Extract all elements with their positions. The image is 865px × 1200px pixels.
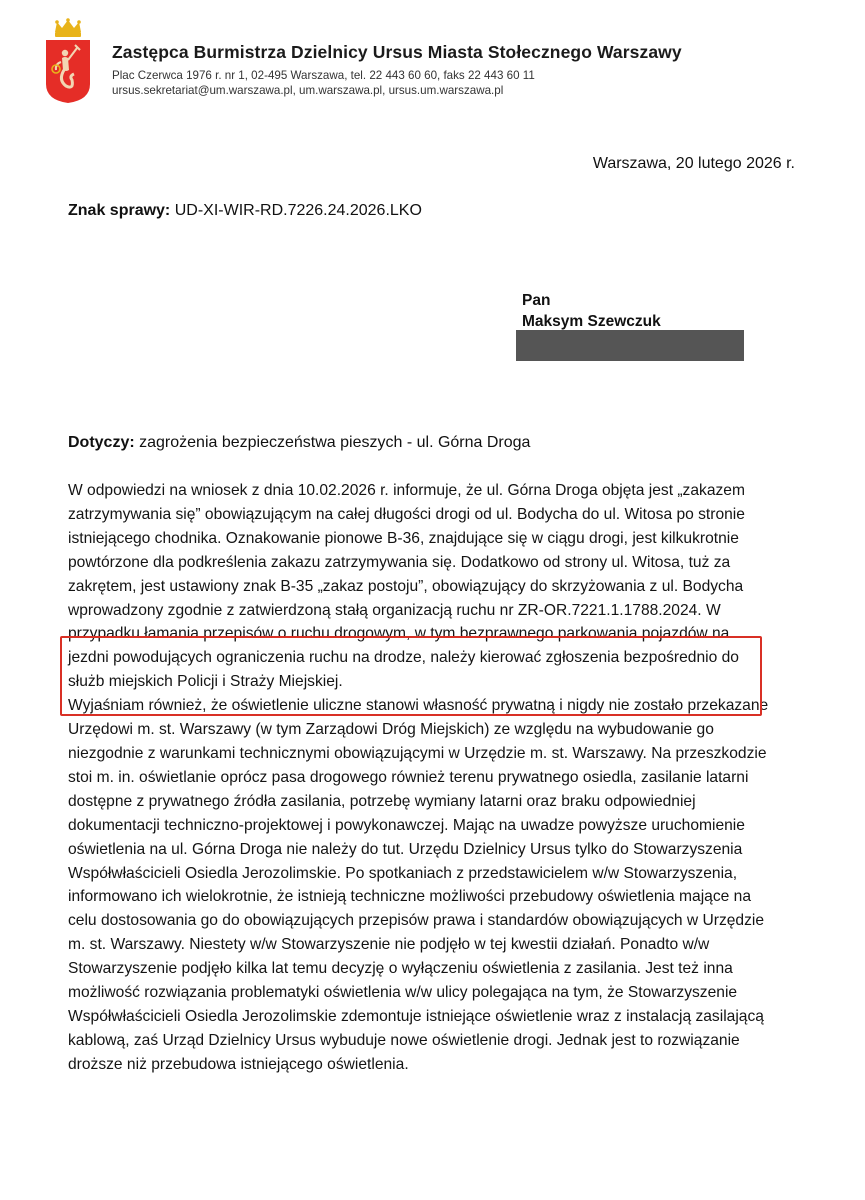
letter-body xyxy=(68,479,808,1077)
case-reference xyxy=(68,202,422,220)
warsaw-coat-of-arms-icon xyxy=(44,18,92,104)
body-line: Współwłaścicieli Osiedla Jerozolimskie zdemontuje istniejące oświetlenie wraz z instalacją zasilającą xyxy=(68,1007,764,1025)
recipient-name: Maksym Szewczuk xyxy=(522,313,661,330)
body-line: możliwość rozwiązania problematyki oświetlenia w/w ulicy polegająca na tym, że Stowarzyszenie xyxy=(68,984,738,1002)
highlight-box xyxy=(60,636,762,716)
body-line: Stowarzyszenie podjęło kilka lat temu decyzję o wyłączeniu oświetlenia z zasilania. Jest też inna xyxy=(68,960,733,978)
body-line: niezgodnie z warunkami technicznymi obowiązującymi w Urzędzie m. st. Warszawy. Na przeszkodzie xyxy=(68,744,767,762)
body-line: dokumentacji techniczno-projektowej i powykonawczej. Mając na uwadze powyższe uruchomienie xyxy=(68,816,745,834)
body-line: istniejącego chodnika. Oznakowanie pionowe B-36, znajdujące się w ciągu drogi, jest kilkukrotnie xyxy=(68,529,739,547)
body-line: kablową, zaś Urząd Dzielnicy Ursus wybuduje nowe oświetlenie drogi. Jednak jest to rozwiązanie xyxy=(68,1031,740,1049)
office-emails: ursus.sekretariat@um.warszawa.pl, um.warszawa.pl, ursus.um.warszawa.pl xyxy=(112,84,504,97)
body-line: Urzędowi m. st. Warszawy (w tym Zarządowi Dróg Miejskich) ze względu na wybudowanie go xyxy=(68,721,714,739)
body-line: wprowadzony zgodnie z zatwierdzoną stałą organizacją ruchu nr ZR-OR.7221.1.1788.2024. W xyxy=(68,601,721,619)
letterhead xyxy=(112,42,682,98)
recipient-block xyxy=(522,290,661,332)
case-reference-value: UD-XI-WIR-RD.7226.24.2026.LKO xyxy=(170,202,422,219)
subject-line xyxy=(68,434,530,452)
office-title: Zastępca Burmistrza Dzielnicy Ursus Miasta Stołecznego Warszawy xyxy=(112,42,682,62)
body-line: W odpowiedzi na wniosek z dnia 10.02.2026 r. informuje, że ul. Górna Droga objęta jest „zakazem xyxy=(68,482,745,499)
body-line: jezdni powodujących ograniczenia ruchu na drodze, należy kierować zgłoszenia bezpośrednio do xyxy=(68,649,739,667)
body-line: zakrętem, jest ustawiony znak B-35 „zakaz postoju”, obowiązujący do skrzyżowania z ul. Bodycha xyxy=(68,577,744,595)
body-line: zatrzymywania się” obowiązującym na całej długości drogi od ul. Bodycha do ul. Witosa po stronie xyxy=(68,505,745,523)
body-line: służb miejskich Policji i Straży Miejskiej. xyxy=(68,673,343,691)
body-line: przypadku łamania przepisów o ruchu drogowym, w tym bezprawnego parkowania pojazdów na xyxy=(68,625,730,643)
body-line: m. st. Warszawy. Niestety w/w Stowarzyszenie nie podjęło w tej kwestii działań. Ponadto w/w xyxy=(68,936,710,954)
body-line: Współwłaścicieli Osiedla Jerozolimskie. Po spotkaniach z przedstawicielem w/w Stowarzyszenia, xyxy=(68,864,738,882)
body-line: Wyjaśniam również, że oświetlenie uliczne stanowi własność prywatną i nigdy nie zostało przekazane xyxy=(68,697,769,715)
body-line: dostępne z prywatnego źródła zasilania, potrzebę wymiany latarni oraz braku odpowiedniej xyxy=(68,792,696,810)
letter-date: Warszawa, 20 lutego 2026 r. xyxy=(592,155,795,172)
redacted-address xyxy=(516,330,744,361)
body-line: droższe niż przebudowa istniejącego oświetlenia. xyxy=(68,1055,409,1073)
body-line: powtórzone dla podkreślenia zakazu zatrzymywania się. Dodatkowo od strony ul. Witosa, tuż za xyxy=(68,553,731,571)
subject-label: Dotyczy: xyxy=(68,434,135,451)
recipient-salutation: Pan xyxy=(522,292,551,309)
case-reference-label: Znak sprawy: xyxy=(68,202,171,219)
body-line: stoi m. in. oświetlanie oprócz pasa drogowego również terenu prywatnego osiedla, zasilanie latarni xyxy=(68,768,749,786)
subject-value: zagrożenia bezpieczeństwa pieszych - ul. Górna Droga xyxy=(134,434,531,451)
body-line: celu dostosowania go do obowiązujących przepisów prawa i standardów obowiązujących w Urzędzie xyxy=(68,912,765,930)
office-address: Plac Czerwca 1976 r. nr 1, 02-495 Warszawa, tel. 22 443 60 60, faks 22 443 60 11 xyxy=(112,69,535,82)
body-line: oświetlenia na ul. Górna Droga nie należy do tut. Urzędu Dzielnicy Ursus tylko do Stowarzyszenia xyxy=(68,840,743,858)
body-line: informowano ich wielokrotnie, że istnieją techniczne możliwości przebudowy oświetlenia mające na xyxy=(68,888,751,906)
